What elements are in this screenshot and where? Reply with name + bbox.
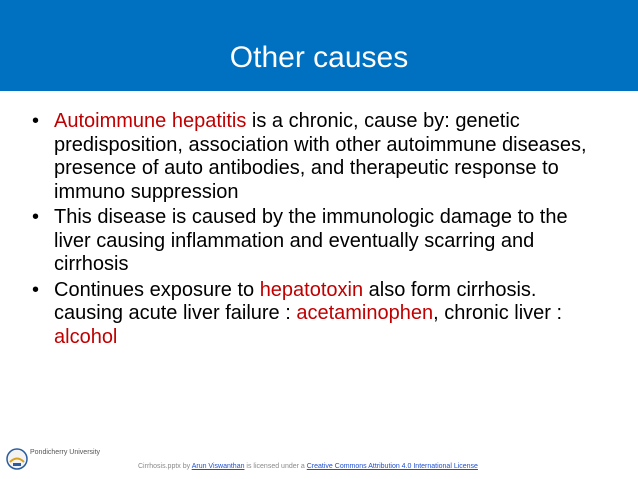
bullet-text: also form cirrhosis. causing acute liver failure :: [54, 278, 537, 324]
bullet-text: , chronic liver :: [433, 302, 563, 324]
university-emblem-icon: [6, 447, 28, 473]
bullet-text-highlight: Autoimmune hepatitis: [54, 110, 247, 132]
logo-text: Pondicherry University: [30, 449, 101, 456]
bullet-item: [28, 206, 608, 277]
bullet-list: [28, 110, 608, 351]
bullet-item: [28, 110, 608, 204]
bullet-text-highlight: hepatotoxin: [259, 278, 364, 301]
bullet-text: is a chronic, cause by: genetic predisposition, association with other autoimmune diseases, presence of auto antibodies, and therapeutic response to immuno suppression: [54, 110, 587, 203]
bullet-text-highlight: alcohol: [54, 325, 118, 348]
author-link[interactable]: Arun Viswanthan: [191, 463, 245, 470]
bullet-item: [28, 279, 608, 350]
bullet-text-highlight: acetaminophen: [296, 302, 434, 324]
bullet-text: Continues exposure to: [54, 278, 260, 301]
bullet-text: This disease is caused by the immunologic damage to the liver causing inflammation and eventually scarring and cirrhosis: [54, 206, 568, 275]
bullet-icon: •: [32, 206, 40, 228]
university-logo: [6, 447, 104, 475]
slide-title: Other causes: [229, 41, 409, 74]
bullet-icon: •: [32, 278, 40, 301]
attribution-footer: [138, 463, 478, 470]
bullet-icon: •: [32, 110, 40, 132]
footer-middle: is licensed under a: [244, 463, 307, 470]
footer-prefix: Cirrhosis.pptx by: [138, 463, 192, 470]
license-link[interactable]: Creative Commons Attribution 4.0 International License: [306, 463, 478, 470]
